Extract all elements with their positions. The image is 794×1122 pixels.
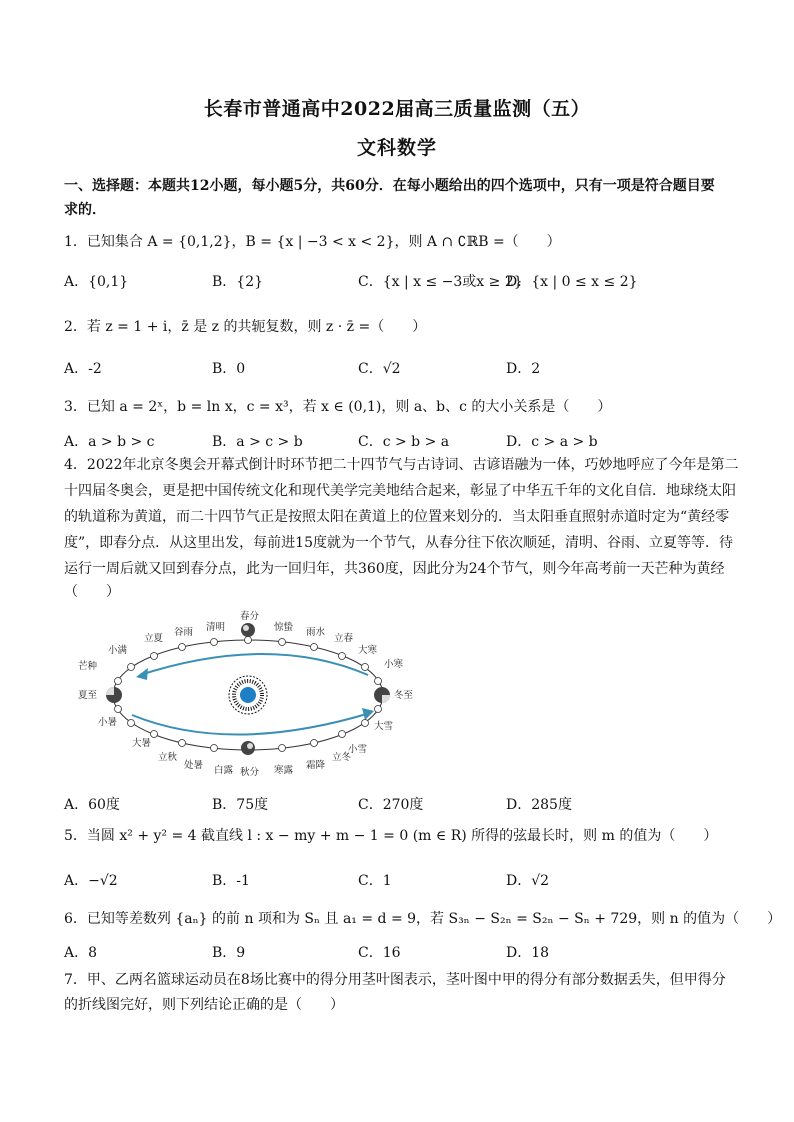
term-label: 霜降 (306, 760, 326, 771)
q4-option-a: A．60度 (64, 797, 120, 813)
term-label: 谷雨 (174, 627, 194, 638)
earth-icon (106, 687, 122, 703)
term-label: 秋分 (240, 767, 260, 778)
solar-terms-diagram (70, 605, 426, 793)
q6-option-d: D．18 (506, 945, 550, 961)
q5-option-a: A．−√2 (64, 873, 118, 889)
q4-line: 4．2022年北京冬奥会开幕式倒计时环节把二十四节气与古诗词、古谚语融为一体，巧妙地呼应了今年是第二 (64, 457, 739, 473)
q4-option-b: B．75度 (212, 797, 269, 813)
term-label: 立夏 (144, 633, 164, 644)
sun-icon (229, 676, 267, 714)
earth-icon (241, 623, 255, 637)
q4-line: （ ） (64, 584, 120, 600)
q4-line: 十四届冬奥会，更是把中国传统文化和现代美学完美地结合起来，彰显了中华五千年的文化自信．地球绕太阳 (64, 483, 736, 499)
q2-stem: 2．若 z = 1 + i，z̄ 是 z 的共轭复数，则 z · z̄ =（ ） (64, 319, 427, 335)
q7-line: 的折线图完好，则下列结论正确的是（ ） (64, 997, 344, 1013)
q2-option-c: C．√2 (358, 361, 401, 377)
term-label: 小满 (108, 645, 128, 656)
term-label: 夏至 (78, 690, 98, 701)
term-label: 大雪 (374, 721, 394, 732)
q3-option-c: C．c > b > a (358, 434, 450, 450)
term-label: 芒种 (78, 661, 98, 672)
orbit-arrow-top (140, 654, 368, 675)
q5-stem: 5．当圆 x² + y² = 4 截直线 l : x − my + m − 1 = 0 (m ∈ R) 所得的弦最长时，则 m 的值为（ ） (64, 828, 718, 844)
term-label: 小暑 (98, 717, 118, 728)
term-label: 处暑 (184, 760, 204, 771)
earth-icon (374, 687, 390, 703)
q6-option-c: C．16 (358, 945, 401, 961)
q1-option-b: B．{2} (212, 274, 264, 290)
q4-line: 的轨道称为黄道，而二十四节气正是按照太阳在黄道上的位置来划分的．当太阳垂直照射赤道时定为“黄经零 (64, 509, 730, 525)
q1-option-d: D．{x | 0 ≤ x ≤ 2} (506, 274, 638, 290)
q3-option-d: D．c > a > b (506, 434, 598, 450)
q6-stem: 6．已知等差数列 {aₙ} 的前 n 项和为 Sₙ 且 a₁ = d = 9，若 S₃ₙ − S₂ₙ = S₂ₙ − Sₙ + 729，则 n 的值为（ ） (64, 911, 782, 927)
q5-option-b: B．-1 (212, 873, 250, 889)
arrow-head-icon (136, 668, 148, 680)
q4-line: 运行一周后就又回到春分点，此为一回归年，共360度，因此分为24个节气，则今年高考前一天芒种为黄经 (64, 561, 725, 577)
exam-subject: 文科数学 (356, 137, 437, 159)
q4-option-d: D．285度 (506, 797, 572, 813)
section-instructions-line2: 求的． (64, 202, 106, 218)
term-label: 寒露 (274, 765, 294, 776)
q3-stem: 3．已知 a = 2ˣ，b = ln x，c = x³，若 x ∈ (0,1)，则 a、b、c 的大小关系是（ ） (64, 399, 612, 415)
term-label: 大暑 (132, 738, 152, 749)
term-label: 春分 (240, 611, 260, 622)
q3-option-a: A．a > b > c (64, 434, 155, 450)
q2-option-b: B．0 (212, 361, 246, 377)
term-label: 白露 (214, 765, 234, 776)
q7-line: 7．甲、乙两名篮球运动员在8场比赛中的得分用茎叶图表示，茎叶图中甲的得分有部分数据丢失，但甲得分 (64, 972, 726, 988)
orbit-arrow-bottom (132, 713, 370, 735)
term-label: 小寒 (384, 659, 404, 670)
q6-option-b: B．9 (212, 945, 246, 961)
term-label: 立冬 (332, 752, 352, 763)
exam-title: 长春市普通高中2022届高三质量监测（五） (203, 98, 591, 120)
q2-option-d: D．2 (506, 361, 541, 377)
term-label: 小雪 (348, 744, 368, 755)
arrow-head-icon (362, 708, 374, 720)
term-label: 惊蛰 (274, 622, 294, 633)
term-label: 冬至 (394, 690, 414, 701)
term-label: 立春 (334, 633, 354, 644)
q5-option-d: D．√2 (506, 873, 550, 889)
q3-option-b: B．a > c > b (212, 434, 303, 450)
q1-option-c: C．{x | x ≤ −3或x ≥ 2} (358, 274, 523, 290)
term-label: 雨水 (306, 627, 326, 638)
q2-option-a: A．-2 (64, 361, 102, 377)
q1-stem: 1．已知集合 A = {0,1,2}，B = {x | −3 < x < 2}，则 A ∩ ∁ℝB =（ ） (64, 234, 561, 250)
q4-option-c: C．270度 (358, 797, 424, 813)
q4-line: 度”，即春分点．从这里出发，每前进15度就为一个节气，从春分往下依次顺延，清明、谷雨、立夏等等．待 (64, 535, 733, 551)
q5-option-c: C．1 (358, 873, 392, 889)
earth-icon (241, 741, 255, 755)
term-label: 大寒 (358, 645, 378, 656)
term-label: 立秋 (158, 752, 178, 763)
section-instructions-line1: 一、选择题：本题共12小题，每小题5分，共60分．在每小题给出的四个选项中，只有一项是符合题目要 (64, 178, 715, 194)
q6-option-a: A．8 (64, 945, 98, 961)
q1-option-a: A．{0,1} (64, 274, 129, 290)
term-label: 清明 (206, 622, 226, 633)
